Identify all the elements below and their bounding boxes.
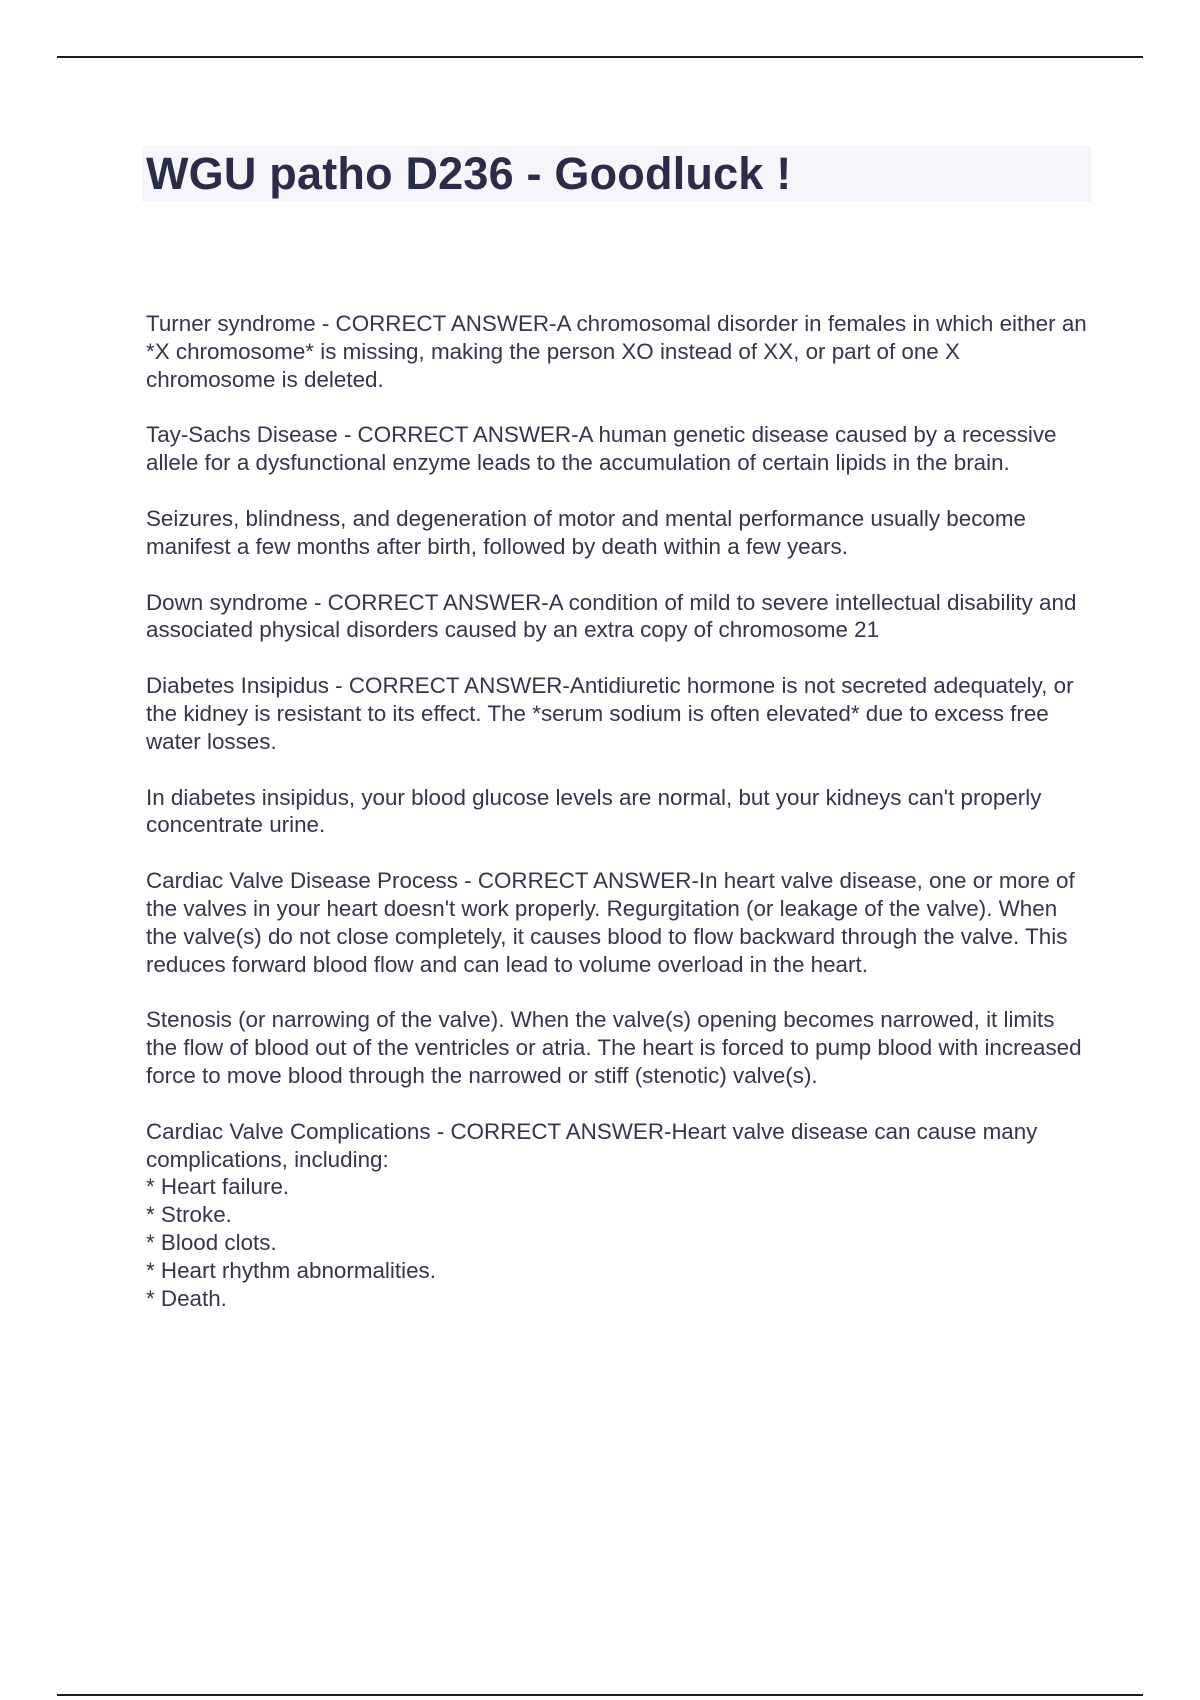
bottom-rule [57, 1694, 1143, 1696]
paragraph-cardiac-valve-disease: Cardiac Valve Disease Process - CORRECT ANSWER-In heart valve disease, one or more of the valves in your heart doesn't work properly. Regurgitation (or leakage of the valve). When the valve(s) do not close completely, it causes blood to flow backward through the valve. This reduces forward blood flow and can lead to volume overload in the heart. [146, 868, 1075, 977]
paragraph-down-syndrome: Down syndrome - CORRECT ANSWER-A condition of mild to severe intellectual disability and associated physical disorders caused by an extra copy of chromosome 21 [146, 589, 1077, 643]
paragraph-diabetes-insipidus: Diabetes Insipidus - CORRECT ANSWER-Antidiuretic hormone is not secreted adequately, or the kidney is resistant to its effect. The *serum sodium is often elevated* due to excess free water losses. [146, 673, 1074, 754]
paragraph-tay-sachs: Tay-Sachs Disease - CORRECT ANSWER-A human genetic disease caused by a recessive allele for a dysfunctional enzyme leads to the accumulation of certain lipids in the brain. [146, 422, 1057, 476]
paragraph-diabetes-insipidus-note: In diabetes insipidus, your blood glucose levels are normal, but your kidneys can't properly concentrate urine. [146, 784, 1042, 838]
paragraph-tay-sachs-symptoms: Seizures, blindness, and degeneration of motor and mental performance usually become manifest a few months after birth, followed by death within a few years. [146, 505, 1026, 559]
paragraph-turner-syndrome: Turner syndrome - CORRECT ANSWER-A chromosomal disorder in females in which either an *X chromosome* is missing, making the person XO instead of XX, or part of one X chromosome is deleted. [146, 311, 1087, 392]
document-title: WGU patho D236 - Goodluck ! [146, 148, 792, 199]
paragraph-cardiac-valve-complications: Cardiac Valve Complications - CORRECT ANSWER-Heart valve disease can cause many complications, including: * Heart failure. * Stroke. * Blood clots. * Heart rhythm abnormalities. * Death. [146, 1118, 1038, 1311]
paragraph-stenosis: Stenosis (or narrowing of the valve). When the valve(s) opening becomes narrowed, it limits the flow of blood out of the ventricles or atria. The heart is forced to pump blood with increased force to move blood through the narrowed or stiff (stenotic) valve(s). [146, 1007, 1082, 1088]
document-body [146, 310, 1091, 1340]
top-rule [57, 56, 1143, 58]
